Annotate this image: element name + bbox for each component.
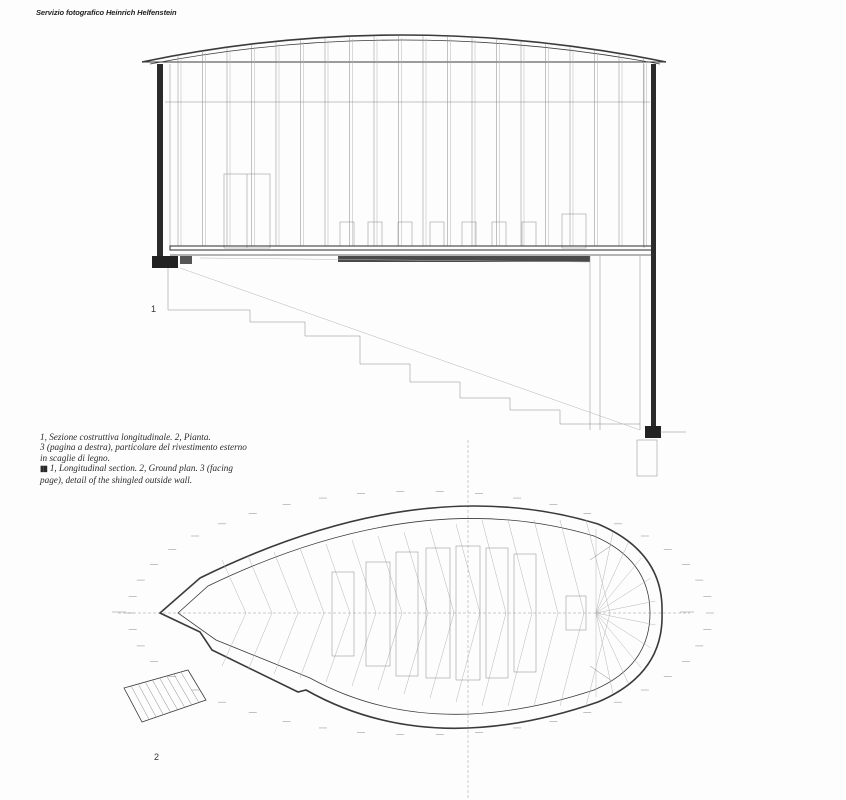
entrance-stair xyxy=(124,670,206,722)
plan-rib xyxy=(300,548,324,613)
plan-rib xyxy=(404,532,428,613)
figure-number-1: 1 xyxy=(151,304,157,314)
plan-rib xyxy=(586,520,610,613)
photo-credit: Servizio fotografico Heinrich Helfenstein xyxy=(36,8,177,17)
stair-step xyxy=(174,674,192,705)
stair-step xyxy=(181,672,199,702)
stair-step xyxy=(152,680,170,712)
plan-rib xyxy=(560,520,584,613)
left-wall xyxy=(157,64,163,256)
bench-section xyxy=(340,222,354,246)
foundation-strip xyxy=(338,256,590,262)
bench-section xyxy=(368,222,382,246)
caption-italian-2: 3 (pagina a destra), particolare del rivestimento esterno xyxy=(40,442,247,453)
longitudinal-section xyxy=(142,35,686,476)
plan-rib xyxy=(560,613,584,706)
right-wall xyxy=(651,64,656,426)
plan-rib xyxy=(352,613,376,686)
plan-rib xyxy=(300,613,324,678)
pew-block xyxy=(332,572,354,656)
plan-rib xyxy=(508,613,532,706)
caption-english-1: 1, Longitudinal section. 2, Ground plan. 3 (facing xyxy=(49,463,233,474)
caption-english-block xyxy=(40,463,290,474)
caption-italian-3: in scaglie di legno. xyxy=(40,452,110,463)
caption-english-2: page), detail of the shingled outside wall. xyxy=(40,474,193,485)
stair-step xyxy=(145,682,163,715)
plan-rib xyxy=(352,540,376,613)
bench-section xyxy=(430,222,444,246)
bench-section xyxy=(492,222,506,246)
plan-rib xyxy=(274,613,298,674)
bench-section xyxy=(398,222,412,246)
plan-rib xyxy=(586,613,610,706)
stair-step xyxy=(131,686,149,720)
stair-step xyxy=(138,684,156,717)
plan-rib xyxy=(274,552,298,613)
plan-rib xyxy=(534,613,558,706)
pew-block xyxy=(366,562,390,666)
plan-rib xyxy=(326,613,350,682)
figure-number-2: 2 xyxy=(154,752,160,762)
stair-step xyxy=(167,676,185,707)
figure-caption xyxy=(40,432,290,485)
bench-section xyxy=(462,222,476,246)
ground-plan xyxy=(112,440,714,800)
english-marker: ▮▮ xyxy=(40,464,47,474)
plan-rib xyxy=(404,613,428,694)
stair-step xyxy=(160,678,178,710)
left-footing xyxy=(152,256,178,268)
plan-rib xyxy=(534,520,558,613)
plan-rib xyxy=(326,544,350,613)
plan-rib xyxy=(482,613,506,706)
plan-rib xyxy=(508,520,532,613)
apse-rib xyxy=(596,613,613,694)
plan-rib xyxy=(430,613,454,698)
caption-italian-1: 1, Sezione costruttiva longitudinale. 2, Pianta. xyxy=(40,432,211,442)
apse-rib xyxy=(596,532,613,613)
plan-rib xyxy=(482,520,506,613)
plan-rib xyxy=(430,528,454,613)
plan-rib xyxy=(222,560,246,613)
plan-rib xyxy=(222,613,246,666)
plan-rib xyxy=(248,556,272,613)
